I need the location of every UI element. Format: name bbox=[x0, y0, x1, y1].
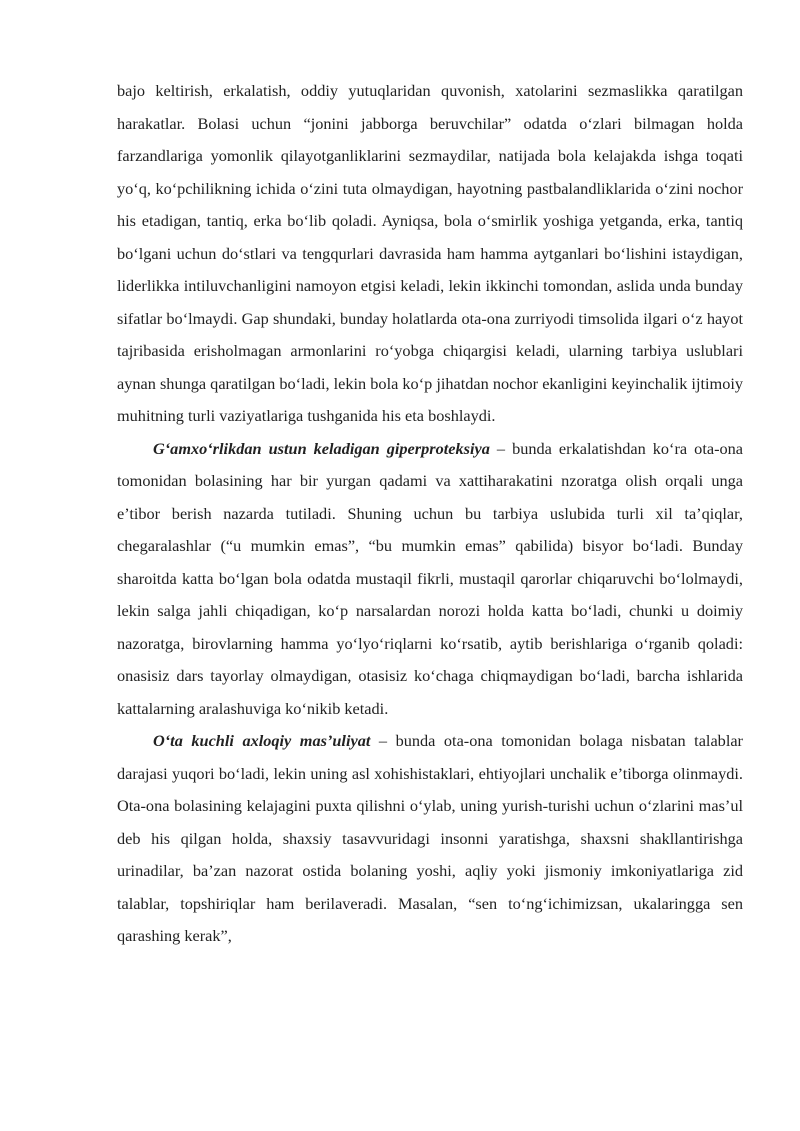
paragraph-1 bbox=[117, 75, 743, 433]
paragraph-2-text: – bunda erkalatishdan ko‘ra ota-ona tomonidan bolasining har bir yurgan qadami va xattiharakatini nzoratga olish orqali unga e’tibor berish nazarda tutiladi. Shuning uchun bu tarbiya uslubida turli xil ta’qiqlar, chegaralashlar (“u mumkin emas”, “bu mumkin emas” qabilida) bisyor bo‘ladi. Bunday sharoitda katta bo‘lgan bola odatda mustaqil fikrli, mustaqil qarorlar chiqaruvchi bo‘lolmaydi, lekin salga jahli chiqadigan, ko‘p narsalardan norozi holda katta bo‘ladi, chunki u doimiy nazoratga, birovlarning hamma yo‘lyo‘riqlarni ko‘rsatib, aytib berishlariga o‘rganib qoladi: onasisiz dars tayorlay olmaydigan, otasisiz ko‘chaga chiqmaydigan bo‘ladi, barcha ishlarida kattalarning aralashuviga ko‘nikib ketadi. bbox=[117, 438, 744, 718]
paragraph-1-text: bajo keltirish, erkalatish, oddiy yutuqlaridan quvonish, xatolarini sezmaslikka qaratilgan harakatlar. Bolasi uchun “jonini jabborga beruvchilar” odatda o‘zlari bilmagan holda farzandlariga yomonlik qilayotganliklarini sezmaydilar, natijada bola kelajakda ishga toqati yo‘q, ko‘pchilikning ichida o‘zini tuta olmaydigan, hayotning pastbalandliklarida o‘zini nochor his etadigan, tantiq, erka bo‘lib qoladi. Ayniqsa, bola o‘smirlik yoshiga yetganda, erka, tantiq bo‘lgani uchun do‘stlari va tengqurlari davrasida ham hamma aytganlari bo‘lishini istaydigan, liderlikka intiluvchanligini namoyon etgisi keladi, lekin ikkinchi tomondan, aslida unda bunday sifatlar bo‘lmaydi. Gap shundaki, bunday holatlarda ota-ona zurriyodi timsolida ilgari o‘z hayot tajribasida erisholmagan armonlarini ro‘yobga chiqargisi keladi, ularning tarbiya uslublari aynan shunga qaratilgan bo‘ladi, lekin bola ko‘p jihatdan nochor ekanligini keyinchalik ijtimoiy muhitning turli vaziyatlariga tushganida his eta boshlaydi. bbox=[117, 81, 743, 425]
document-page bbox=[117, 75, 743, 953]
paragraph-3 bbox=[117, 725, 743, 953]
paragraph-3-term: O‘ta kuchli axloqiy mas’uliyat bbox=[153, 731, 371, 750]
paragraph-2-term: G‘amxo‘rlikdan ustun keladigan giperproteksiya bbox=[153, 438, 490, 458]
paragraph-2 bbox=[117, 433, 743, 726]
paragraph-3-text: – bunda ota-ona tomonidan bolaga nisbatan talablar darajasi yuqori bo‘ladi, lekin uning asl xohishistaklari, ehtiyojlari unchalik e’tiborga olinmaydi. Ota-ona bolasining kelajagini puxta qilishni o‘ylab, uning yurish-turishi uchun o‘zlarini mas’ul deb his qilgan holda, shaxsiy tasavvuridagi insonni yaratishga, shaxsni shakllantirishga urinadilar, ba’zan nazorat ostida bolaning yoshi, aqliy yoki jismoniy imkoniyatlariga zid talablar, topshiriqlar ham berilaveradi. Masalan, “sen to‘ng‘ichimizsan, ukalaringga sen qarashing kerak”, bbox=[117, 731, 743, 945]
